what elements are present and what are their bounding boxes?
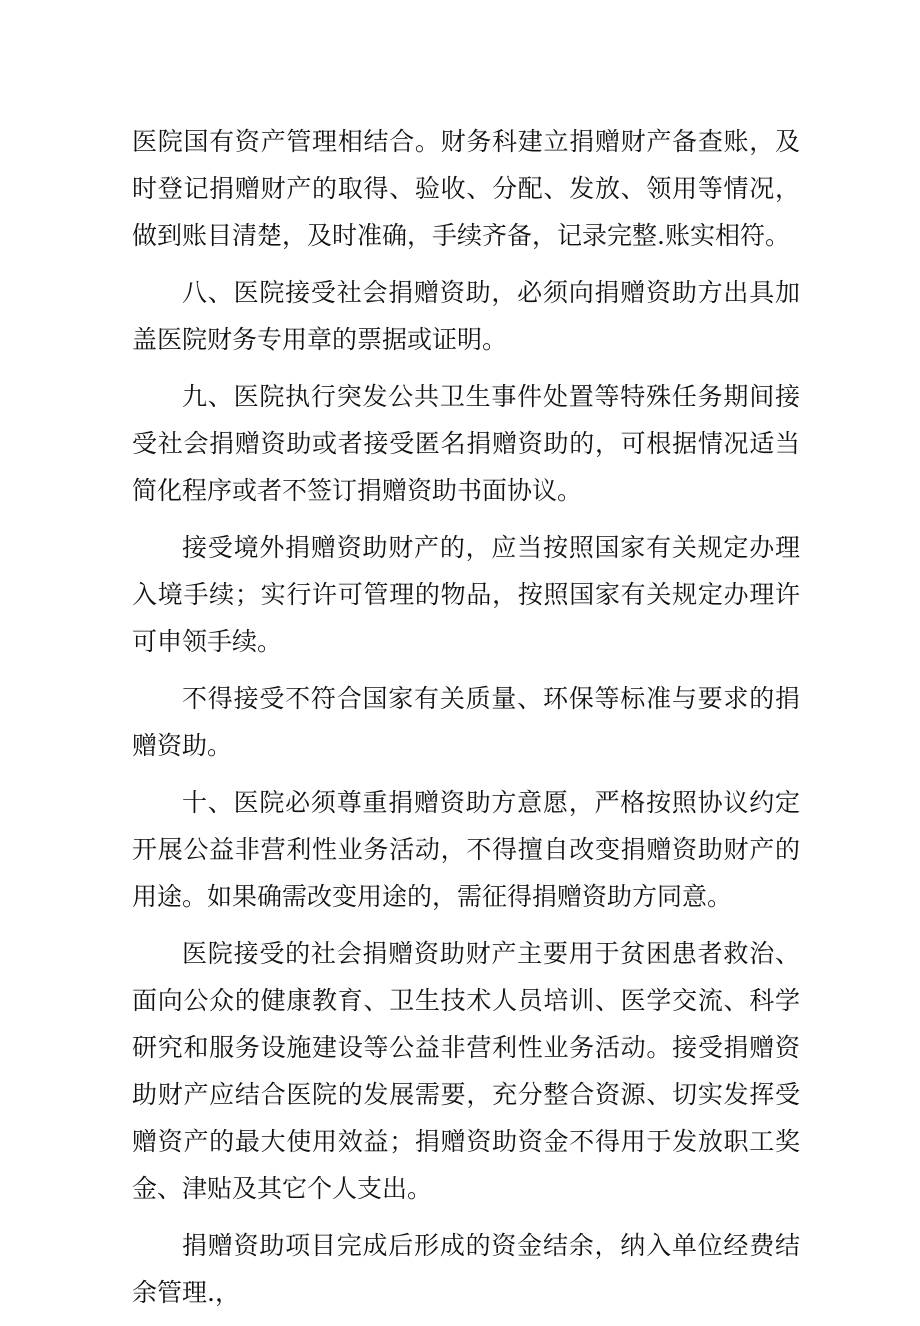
paragraph-article-9: 九、医院执行突发公共卫生事件处置等特殊任务期间接受社会捐赠资助或者接受匿名捐赠资助的，可根据情况适当简化程序或者不签订捐赠资助书面协议。 [132, 382, 800, 505]
paragraph-foreign-donation: 接受境外捐赠资助财产的，应当按照国家有关规定办理入境手续；实行许可管理的物品，按照国家有关规定办理许可申领手续。 [132, 533, 800, 656]
document-body [132, 118, 800, 1326]
paragraph-article-8: 八、医院接受社会捐赠资助，必须向捐赠资助方出具加盖医院财务专用章的票据或证明。 [132, 278, 800, 354]
paragraph-usage: 医院接受的社会捐赠资助财产主要用于贫困患者救治、面向公众的健康教育、卫生技术人员培训、医学交流、科学研究和服务设施建设等公益非营利性业务活动。接受捐赠资助财产应结合医院的发展需要，充分整合资源、切实发挥受赠资产的最大使用效益；捐赠资助资金不得用于发放职工奖金、津贴及其它个人支出。 [132, 939, 800, 1203]
paragraph-surplus: 捐赠资助项目完成后形成的资金结余，纳入单位经费结余管理.， [132, 1231, 800, 1307]
paragraph-article-10: 十、医院必须尊重捐赠资助方意愿，严格按照协议约定开展公益非营利性业务活动，不得擅自改变捐赠资助财产的用途。如果确需改变用途的，需征得捐赠资助方同意。 [132, 788, 800, 911]
paragraph-continuation: 医院国有资产管理相结合。财务科建立捐赠财产备查账，及时登记捐赠财产的取得、验收、分配、发放、领用等情况，做到账目清楚，及时准确，手续齐备，记录完整.账实相符。 [132, 127, 800, 250]
paragraph-standards: 不得接受不符合国家有关质量、环保等标准与要求的捐赠资助。 [132, 684, 800, 760]
